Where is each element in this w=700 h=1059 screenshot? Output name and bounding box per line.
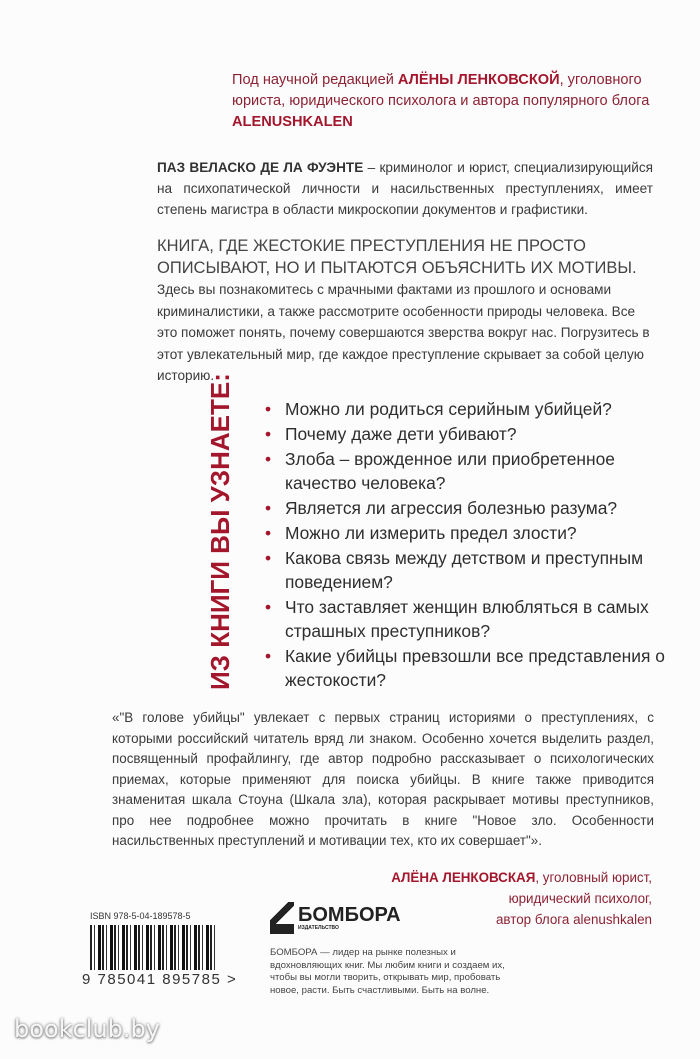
list-item: • Какова связь между детством и преступным поведением?	[265, 546, 665, 594]
book-intro	[157, 236, 653, 387]
publisher-text: БОМБОРА — лидер на рынке полезных и вдохновляющих книг. Мы любим книги и создаем их, чтобы вы могли творить, открывать мир, пробовать новое, расти. Быть счастливыми. Быть на волне.	[270, 947, 505, 996]
signature-name: АЛЁНА ЛЕНКОВСКАЯ	[391, 870, 536, 885]
bombora-logo-icon	[270, 902, 294, 934]
intro-caps: КНИГА, ГДЕ ЖЕСТОКИЕ ПРЕСТУПЛЕНИЯ НЕ ПРОСТО ОПИСЫВАЮТ, НО И ПЫТАЮТСЯ ОБЪЯСНИТЬ ИХ МОТИВЫ.	[157, 237, 637, 277]
author-bio	[157, 157, 653, 220]
learn-heading: ИЗ КНИГИ ВЫ УЗНАЕТЕ:	[205, 373, 235, 690]
barcode-number: 9 785041 895785 >	[82, 971, 238, 988]
publisher-logo	[270, 902, 401, 934]
author-text: – криминолог и юрист, специализирующийся на психопатической личности и насильственных преступлениях, имеет степень магистра в области микроскопии документов и графистики.	[157, 160, 653, 217]
list-item: • Что заставляет женщин влюбляться в самых страшных преступников?	[265, 595, 665, 643]
isbn-label: ISBN 978-5-04-189578-5	[90, 911, 191, 921]
quote-signature	[391, 867, 652, 930]
list-item: • Почему даже дети убивают?	[265, 422, 665, 446]
signature-line: автор блога alenushkalen	[495, 912, 652, 927]
publisher-sub: ИЗДАТЕЛЬСТВО	[298, 925, 339, 931]
author-name: ПАЗ ВЕЛАСКО ДЕ ЛА ФУЭНТЕ	[157, 160, 364, 175]
signature-line: , уголовный юрист,	[535, 870, 652, 885]
list-item: • Какие убийцы превзошли все представления о жестокости?	[265, 644, 665, 692]
editor-prefix: Под научной редакцией	[232, 72, 398, 88]
intro-text: Здесь вы познакомитесь с мрачными фактами из прошлого и основами криминалистики, а также рассмотрите особенности природы человека. Все это поможет понять, почему совершаются зверства вокруг нас. Погрузитесь в этот увлекательный мир, где каждое преступление скрывает за собой целую историю.	[157, 282, 650, 383]
publisher-name: БОМБОРА	[298, 904, 401, 926]
signature-line: юридический психолог,	[508, 891, 652, 906]
editor-description: , уголовного юриста, юридического психолога и автора популярного блога	[232, 72, 650, 109]
editor-credit	[232, 70, 662, 133]
list-item: • Можно ли родиться серийным убийцей?	[265, 397, 665, 421]
editor-blog: ALENUSHKALEN	[232, 114, 353, 130]
list-item: • Злоба – врожденное или приобретенное качество человека?	[265, 447, 665, 495]
learn-list	[265, 397, 665, 693]
editor-name: АЛЁНЫ ЛЕНКОВСКОЙ	[397, 72, 560, 88]
list-item: • Является ли агрессия болезнью разума?	[265, 496, 665, 520]
barcode-icon	[90, 925, 215, 970]
review-quote: «"В голове убийцы" увлекает с первых страниц историями о преступлениях, с которыми российский читатель вряд ли знаком. Особенно хочется выделить раздел, посвященный профайлингу, где автор подробно рассказывает о психологических приемах, которые применяют для поиска убийцы. В книге также приводится знаменитая шкала Стоуна (Шкала зла), которая раскрывает мотивы преступников, про нее подробнее можно прочитать в книге "Новое зло. Особенности насильственных преступлений и мотивации тех, кто их совершает"».	[112, 710, 654, 848]
watermark: bookclub.by	[14, 1015, 160, 1043]
list-item: • Можно ли измерить предел злости?	[265, 521, 665, 545]
